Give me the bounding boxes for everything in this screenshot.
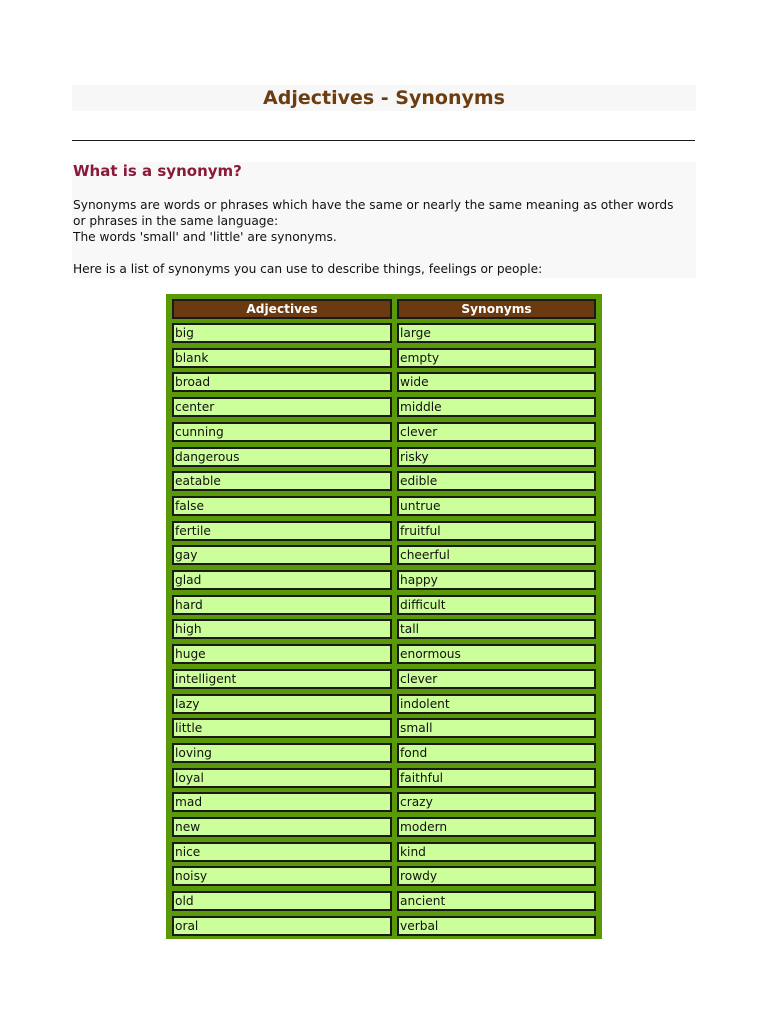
table-cell-adjective: center: [172, 397, 392, 417]
table-cell-synonym: kind: [397, 842, 596, 862]
table-cell-synonym: faithful: [397, 768, 596, 788]
table-cell-synonym: clever: [397, 669, 596, 689]
definition-line: Synonyms are words or phrases which have the same or nearly the same meaning as other words: [73, 198, 674, 212]
table-cell-synonym: crazy: [397, 792, 596, 812]
table-cell-synonym: cheerful: [397, 545, 596, 565]
table-cell-adjective: oral: [172, 916, 392, 936]
table-cell-adjective: noisy: [172, 866, 392, 886]
table-cell-synonym: rowdy: [397, 866, 596, 886]
table-cell-synonym: fruitful: [397, 521, 596, 541]
table-cell-adjective: loyal: [172, 768, 392, 788]
table-cell-synonym: verbal: [397, 916, 596, 936]
table-cell-adjective: hard: [172, 595, 392, 615]
column-header-adjectives: Adjectives: [172, 299, 392, 319]
table-cell-synonym: modern: [397, 817, 596, 837]
definition-line: or phrases in the same language:: [73, 214, 279, 228]
section-heading: What is a synonym?: [73, 162, 242, 180]
table-cell-adjective: eatable: [172, 471, 392, 491]
example-line: The words 'small' and 'little' are synonyms.: [73, 230, 337, 244]
table-cell-adjective: little: [172, 718, 392, 738]
table-cell-adjective: broad: [172, 372, 392, 392]
table-cell-synonym: clever: [397, 422, 596, 442]
horizontal-divider: [72, 140, 695, 141]
table-cell-synonym: happy: [397, 570, 596, 590]
table-cell-synonym: enormous: [397, 644, 596, 664]
list-intro-text: Here is a list of synonyms you can use to describe things, feelings or people:: [73, 262, 543, 276]
table-cell-synonym: ancient: [397, 891, 596, 911]
table-cell-synonym: indolent: [397, 694, 596, 714]
table-cell-adjective: gay: [172, 545, 392, 565]
table-cell-adjective: cunning: [172, 422, 392, 442]
table-cell-synonym: fond: [397, 743, 596, 763]
table-cell-synonym: small: [397, 718, 596, 738]
table-cell-adjective: glad: [172, 570, 392, 590]
definition-paragraph: [73, 197, 695, 245]
table-cell-synonym: edible: [397, 471, 596, 491]
table-cell-synonym: untrue: [397, 496, 596, 516]
table-cell-synonym: wide: [397, 372, 596, 392]
page-title: Adjectives - Synonyms: [72, 85, 696, 111]
table-cell-synonym: empty: [397, 348, 596, 368]
table-cell-adjective: nice: [172, 842, 392, 862]
table-cell-synonym: large: [397, 323, 596, 343]
table-cell-adjective: new: [172, 817, 392, 837]
table-cell-synonym: middle: [397, 397, 596, 417]
column-header-synonyms: Synonyms: [397, 299, 596, 319]
table-cell-adjective: dangerous: [172, 447, 392, 467]
synonyms-table: [166, 294, 602, 939]
intro-section: [72, 162, 696, 278]
table-cell-adjective: fertile: [172, 521, 392, 541]
table-cell-adjective: lazy: [172, 694, 392, 714]
table-cell-adjective: intelligent: [172, 669, 392, 689]
table-cell-synonym: tall: [397, 619, 596, 639]
table-cell-adjective: high: [172, 619, 392, 639]
table-cell-adjective: old: [172, 891, 392, 911]
table-cell-adjective: huge: [172, 644, 392, 664]
table-cell-adjective: mad: [172, 792, 392, 812]
table-cell-synonym: risky: [397, 447, 596, 467]
table-cell-adjective: big: [172, 323, 392, 343]
table-cell-adjective: false: [172, 496, 392, 516]
table-cell-adjective: loving: [172, 743, 392, 763]
table-cell-adjective: blank: [172, 348, 392, 368]
table-cell-synonym: difficult: [397, 595, 596, 615]
